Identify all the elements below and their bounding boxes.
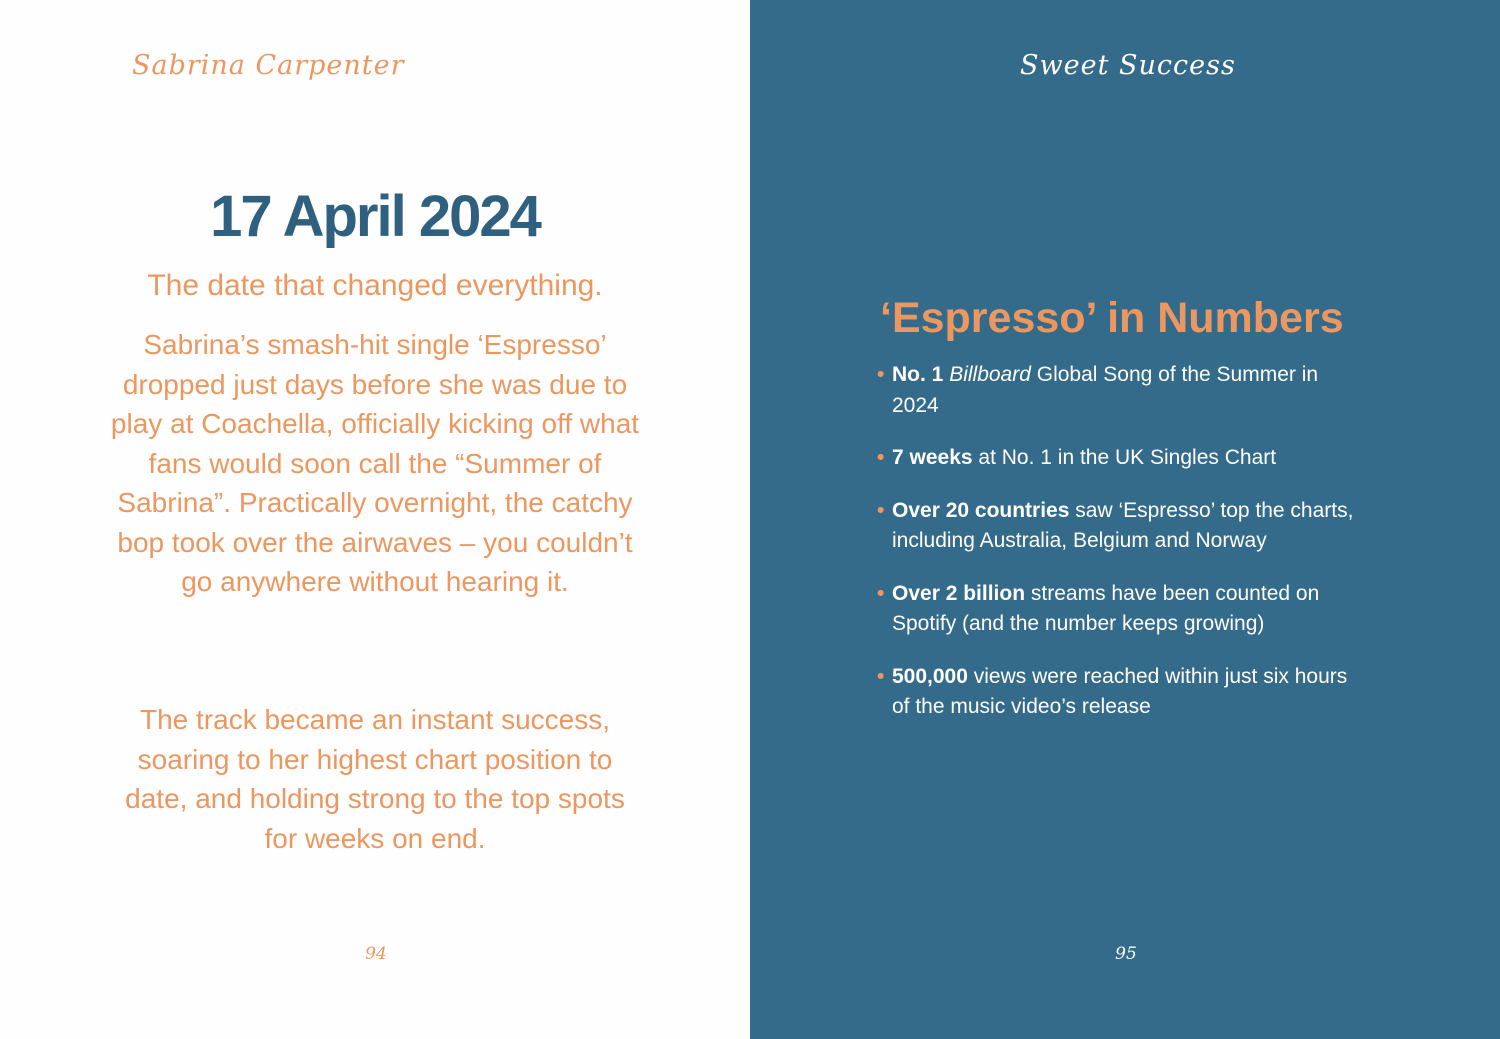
stat-item-2 <box>877 443 1357 474</box>
bullet-icon: • <box>877 446 885 469</box>
stat-item-3 <box>877 496 1357 557</box>
running-head-left: Sabrina Carpenter <box>132 50 405 81</box>
right-page <box>750 0 1500 1039</box>
stat-highlight: Over 2 billion <box>892 581 1026 605</box>
stat-highlight: No. 1 <box>892 363 944 386</box>
running-head-right: Sweet Success <box>1020 50 1236 81</box>
section-title: ‘Espresso’ in Numbers <box>880 294 1344 342</box>
date-heading: 17 April 2024 <box>210 184 540 249</box>
bullet-icon: • <box>877 363 885 386</box>
stat-highlight: 7 weeks <box>892 446 973 469</box>
bullet-icon: • <box>877 581 885 605</box>
stat-text: at No. 1 in the UK Singles Chart <box>978 446 1277 469</box>
stat-text: views were reached within just six hours of the music video’s release <box>892 664 1348 718</box>
stat-item-5 <box>877 662 1357 723</box>
body-paragraph-2: The track became an instant success, soaring to her highest chart position to date, and holding strong to the top spots for weeks on end. <box>125 704 625 854</box>
page-number-left: 94 <box>365 944 387 964</box>
stat-item-4 <box>877 579 1357 640</box>
stat-highlight: Over 20 countries <box>892 498 1070 522</box>
bullet-icon: • <box>877 664 885 688</box>
stat-text: saw ‘Espresso’ top the charts, including Australia, Belgium and Norway <box>892 498 1354 552</box>
tagline: The date that changed everything. <box>147 269 603 302</box>
stat-text: streams have been counted on Spotify (and the number keeps growing) <box>892 581 1320 635</box>
page-number-right: 95 <box>1115 944 1137 964</box>
stat-highlight: 500,000 <box>892 664 968 688</box>
stats-list <box>877 360 1357 745</box>
bullet-icon: • <box>877 498 885 522</box>
stat-text: Global Song of the Summer in 2024 <box>892 363 1319 417</box>
body-paragraph-1: Sabrina’s smash-hit single ‘Espresso’ dropped just days before she was due to play at Coachella, officially kicking off what fans would soon call the “Summer of Sabrina”. Practically overnight, the catchy bop took over the airwaves – you couldn’t go anywhere without hearing it. <box>110 329 640 597</box>
stat-italic-text: Billboard <box>949 363 1031 386</box>
stat-item-1 <box>877 360 1357 421</box>
